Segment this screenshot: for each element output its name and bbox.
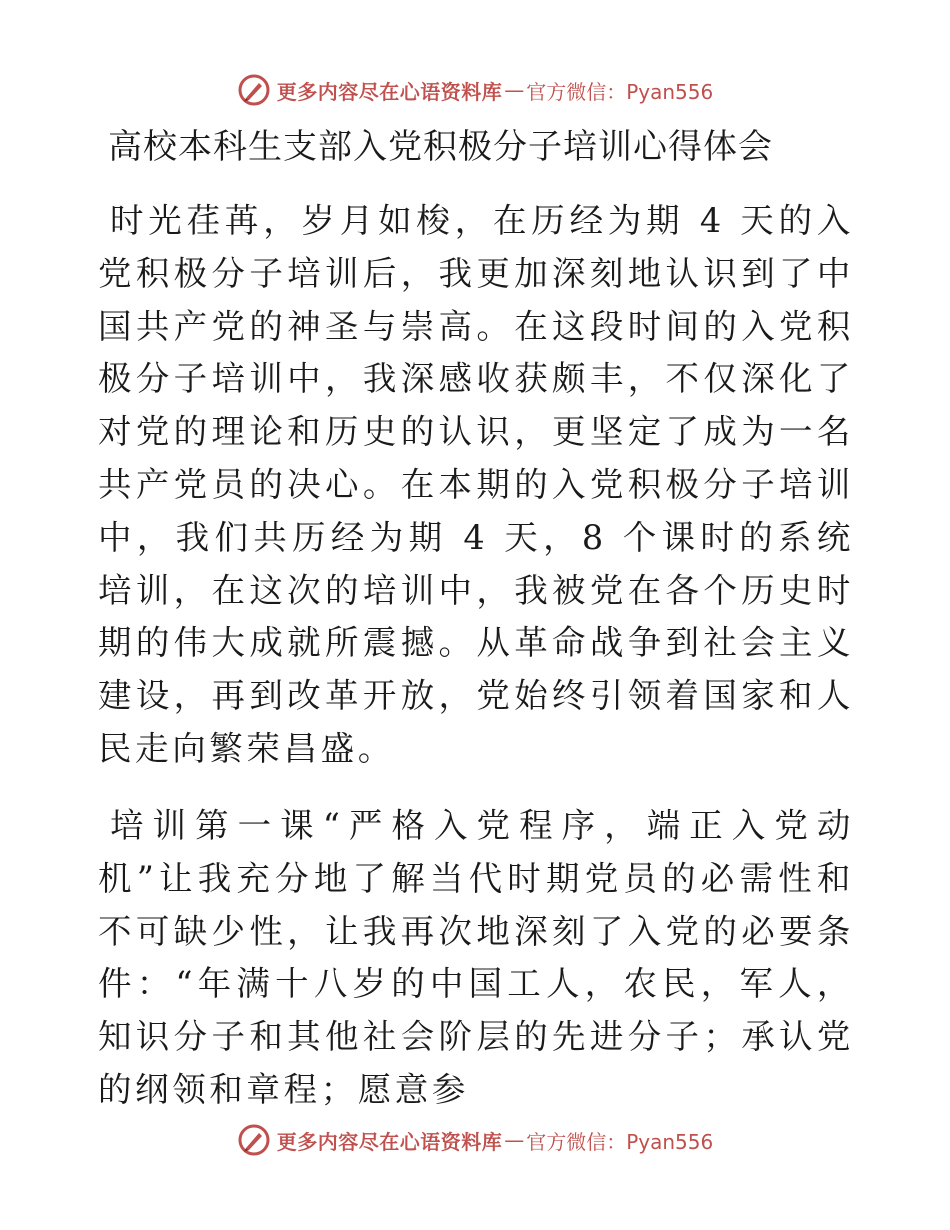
watermark-main-text: 更多内容尽在心语资料库	[276, 1129, 503, 1154]
watermark-dash: —	[504, 1128, 525, 1152]
document-title: 高校本科生支部入党积极分子培训心得体会	[108, 127, 773, 167]
footer-watermark	[0, 1120, 950, 1160]
watermark-contact: 官方微信：Pyan556	[526, 79, 714, 104]
header-watermark	[0, 70, 950, 110]
paragraph-2: 培训第一课“严格入党程序，端正入党动机”让我充分地了解当代时期党员的必需性和不可缺少性，让我再次地深刻了入党的必要条件：“年满十八岁的中国工人，农民，军人，知识分子和其他社会阶层的先进分子；承认党的纲领和章程；愿意参	[98, 806, 854, 1109]
watermark-main-text: 更多内容尽在心语资料库	[276, 79, 503, 104]
watermark-contact: 官方微信：Pyan556	[526, 1129, 714, 1154]
pen-logo-icon	[237, 1123, 271, 1157]
pen-logo-icon	[237, 73, 271, 107]
watermark-dash: —	[504, 78, 525, 102]
paragraph-1: 时光荏苒，岁月如梭，在历经为期 4 天的入党积极分子培训后，我更加深刻地认识到了中国共产党的神圣与崇高。在这段时间的入党积极分子培训中，我深感收获颇丰，不仅深化了对党的理论和历史的认识，更坚定了成为一名共产党员的决心。在本期的入党积极分子培训中，我们共历经为期 4 天，8 个课时的系统培训，在这次的培训中，我被党在各个历史时期的伟大成就所震撼。从革命战争到社会主义建设，再到改革开放，党始终引领着国家和人民走向繁荣昌盛。	[98, 201, 854, 768]
